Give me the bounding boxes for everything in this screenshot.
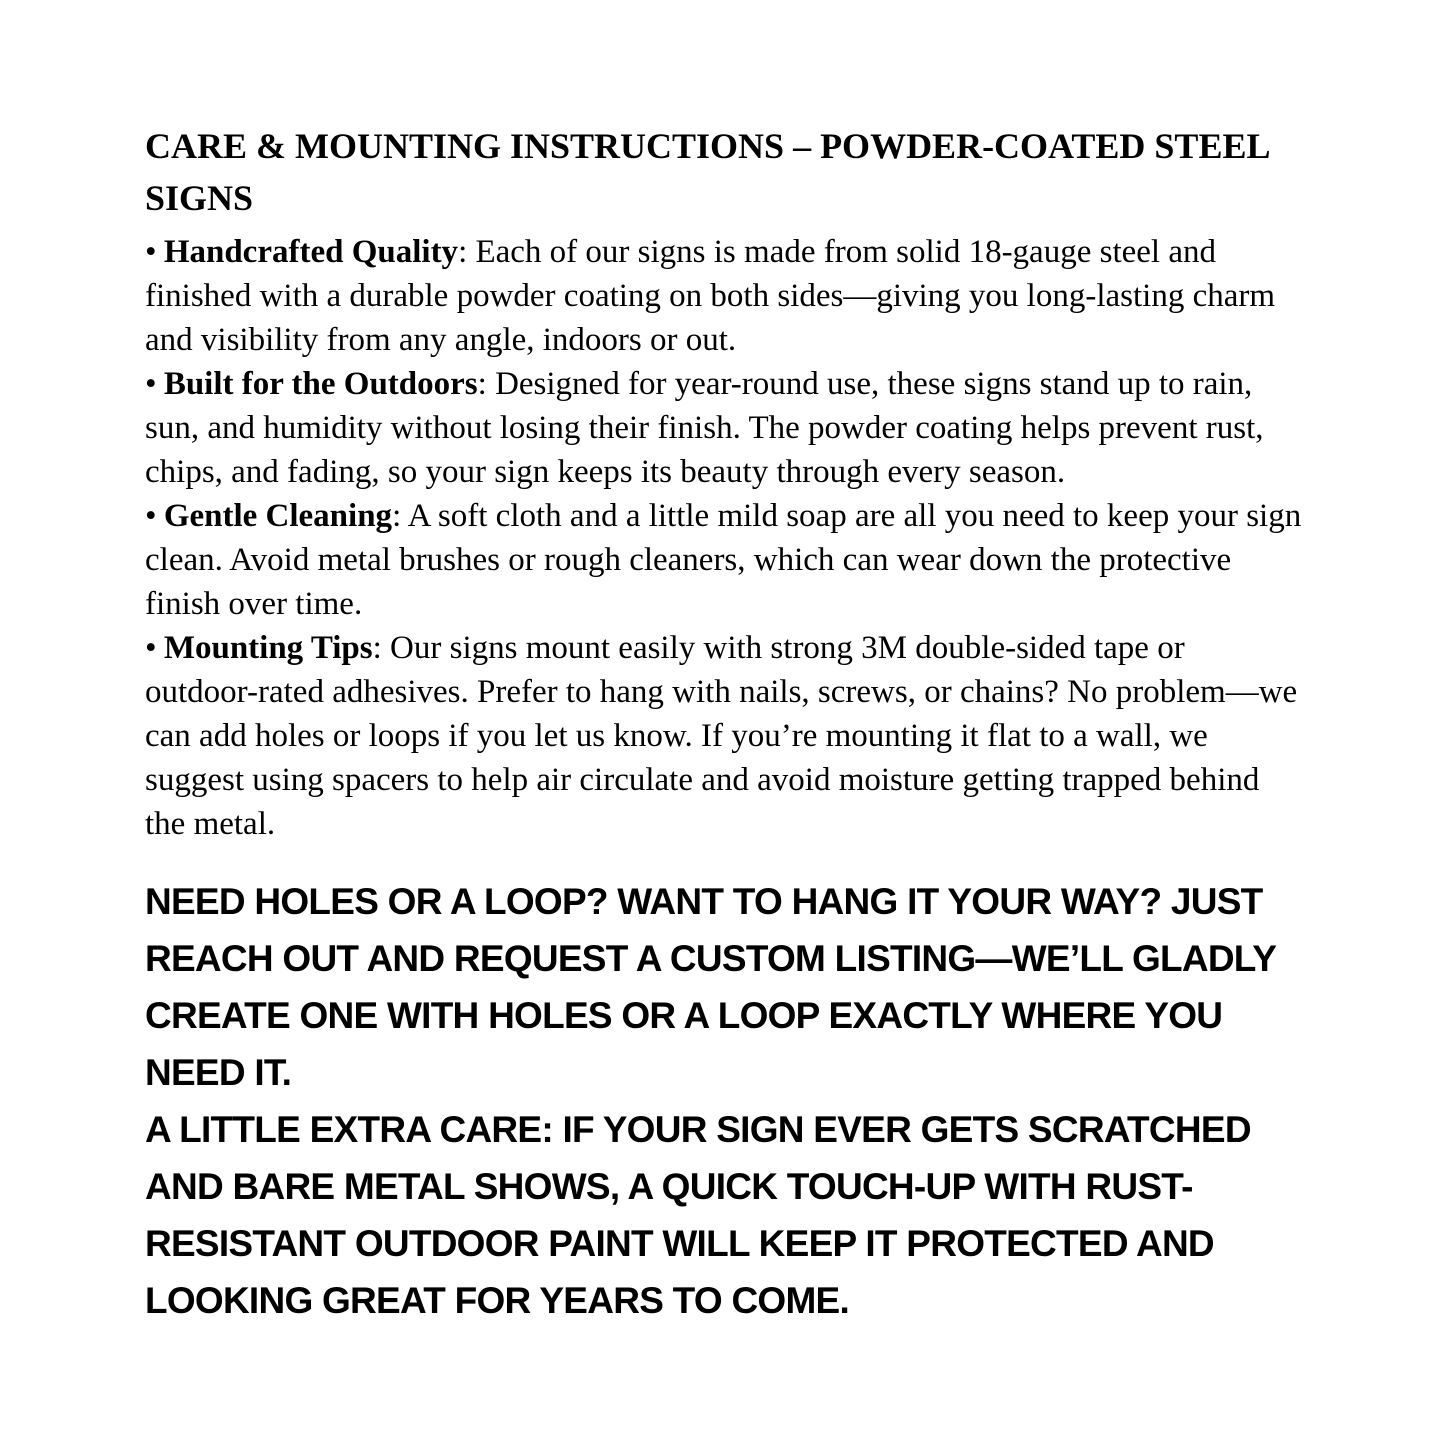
bullet-item-built-for-outdoors: [145, 362, 1305, 494]
bullet-lead-handcrafted-quality: Handcrafted Quality: [163, 234, 459, 270]
bullet-text-handcrafted-quality: Each of our signs is made from solid 18-gauge steel and finished with a durable powder coating on both sides—giving you long-lasting charm and visibility from any angle, indoors or out.: [145, 234, 1276, 358]
bullet-lead-gentle-cleaning: Gentle Cleaning: [163, 498, 393, 534]
bullet-marker: •: [145, 234, 157, 270]
bullet-lead-built-for-outdoors: Built for the Outdoors: [163, 366, 478, 402]
bullet-list: [145, 230, 1305, 846]
bullet-item-handcrafted-quality: [145, 230, 1305, 362]
document-title: CARE & MOUNTING INSTRUCTIONS – POWDER-COATED STEEL SIGNS: [145, 126, 1269, 218]
bullet-text-mounting-tips: Our signs mount easily with strong 3M double-sided tape or outdoor-rated adhesives. Prefer to hang with nails, screws, or chains? No problem—we can add holes or loops if you let us know. If you’re mounting it flat to a wall, we suggest using spacers to help air circulate and avoid moisture getting trapped behind the metal.: [145, 630, 1298, 842]
bullet-separator: :: [477, 366, 496, 402]
callout-section: [145, 873, 1305, 1329]
bullet-marker: •: [145, 498, 157, 534]
callout-custom-listing: NEED HOLES OR A LOOP? WANT TO HANG IT YOUR WAY? JUST REACH OUT AND REQUEST A CUSTOM LISTING—WE’LL GLADLY CREATE ONE WITH HOLES OR A LOOP EXACTLY WHERE YOU NEED IT.: [145, 881, 1276, 1093]
bullet-separator: :: [372, 630, 391, 666]
bullet-separator: :: [392, 498, 408, 534]
bullet-item-gentle-cleaning: [145, 494, 1305, 626]
bullet-marker: •: [145, 630, 157, 666]
care-instructions-document: [145, 120, 1305, 1329]
bullet-item-mounting-tips: [145, 626, 1305, 846]
bullet-text-gentle-cleaning: A soft cloth and a little mild soap are all you need to keep your sign clean. Avoid metal brushes or rough cleaners, which can wear down the protective finish over time.: [145, 498, 1302, 622]
callout-extra-care: A LITTLE EXTRA CARE: IF YOUR SIGN EVER GETS SCRATCHED AND BARE METAL SHOWS, A QUICK TOUCH-UP WITH RUST-RESISTANT OUTDOOR PAINT WILL KEEP IT PROTECTED AND LOOKING GREAT FOR YEARS TO COME.: [145, 1109, 1251, 1321]
bullet-separator: :: [458, 234, 476, 270]
bullet-text-built-for-outdoors: Designed for year-round use, these signs stand up to rain, sun, and humidity without losing their finish. The powder coating helps prevent rust, chips, and fading, so your sign keeps its beauty through every season.: [145, 366, 1264, 490]
bullet-marker: •: [145, 366, 157, 402]
bullet-lead-mounting-tips: Mounting Tips: [163, 630, 373, 666]
